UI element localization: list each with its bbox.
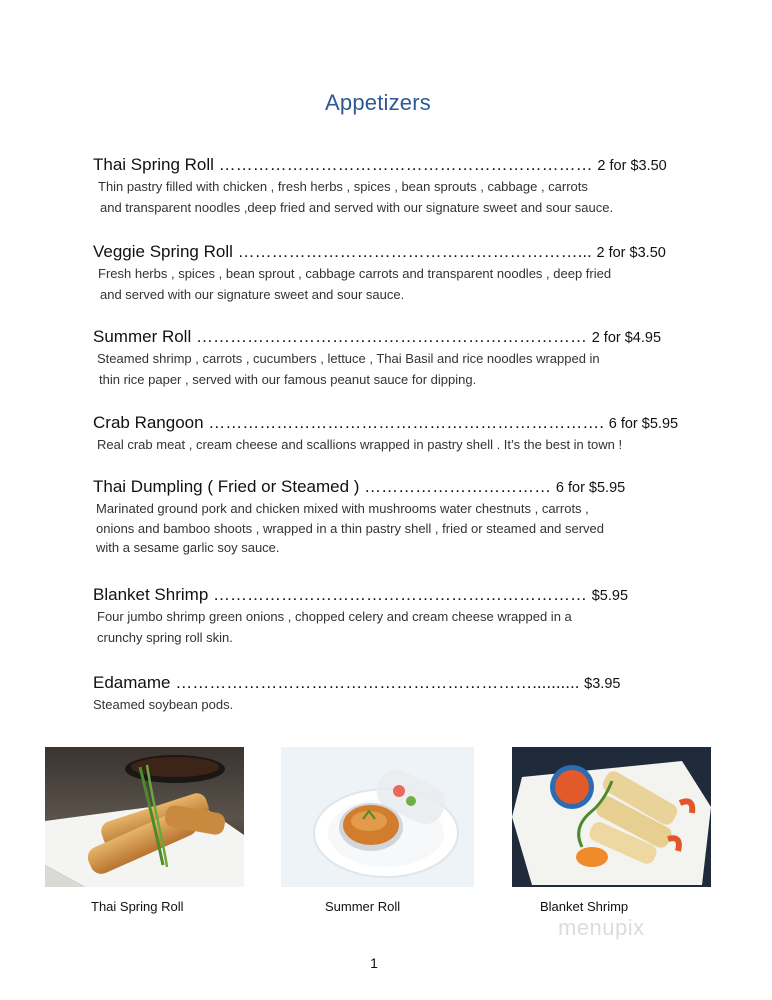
menu-item-header [93,154,693,177]
dot-leader: ……………………………………………………….......... [170,673,585,692]
dot-leader: ………………………………………………………… [208,585,592,604]
dot-leader: …………………………………………………………… [191,327,592,346]
dot-leader: ………………………………………………………… [213,155,598,174]
menu-item-name: Summer Roll [93,327,192,346]
menu-item-name: Thai Spring Roll [93,155,214,174]
menu-item-description [93,607,693,648]
description-line: and transparent noodles ,deep fried and served with our signature sweet and sour sauce. [100,199,614,215]
dot-leader: ……………………………………………………………. [203,413,609,432]
menu-item [93,672,693,716]
description-line: Steamed soybean pods. [93,697,234,712]
description-line: and served with our signature sweet and sour sauce. [100,286,405,302]
dot-leader: ……………………………………………………... [232,242,597,261]
page-title: Appetizers [325,90,431,115]
menu-item-header [93,584,693,607]
menu-item-price: 2 for $4.95 [591,330,662,346]
menu-item [93,326,693,390]
menu-item-price: $3.95 [584,676,621,692]
summer-roll-image [281,747,474,887]
menu-item-header [93,672,693,695]
description-line: onions and bamboo shoots , wrapped in a thin pastry shell , fried or steamed and served [96,520,605,536]
watermark-logo: menupix [558,915,645,940]
menu-item [93,154,693,218]
menu-item-header [93,326,693,349]
menu-item-price: 2 for $3.50 [597,158,667,174]
menu-item-name: Edamame [93,673,171,692]
description-line: Real crab meat , cream cheese and scallions wrapped in pastry shell . It’s the best in town ! [97,437,623,452]
menu-item-header [93,476,693,499]
menu-item [93,412,693,456]
photo-caption: Summer Roll [325,899,401,914]
description-line: Steamed shrimp , carrots , cucumbers , lettuce , Thai Basil and rice noodles wrapped in [97,351,600,366]
thai-spring-roll-image [45,747,244,887]
photo-caption: Blanket Shrimp [540,899,629,914]
description-line: with a sesame garlic soy sauce. [96,540,280,555]
blanket-shrimp-image [512,747,711,887]
blanket-shrimp-photo [512,747,711,887]
dot-leader: …………………………… [359,477,556,496]
photo-caption: Thai Spring Roll [91,899,184,914]
menu-item [93,241,693,305]
description-line: thin rice paper , served with our famous peanut sauce for dipping. [99,371,477,387]
page-number: 1 [370,955,378,971]
menu-item [93,584,693,648]
menu-item-header [93,241,693,264]
menu-item-description [93,435,693,456]
menu-item-header [93,412,693,435]
menu-item-description [93,177,693,218]
menu-item-name: Veggie Spring Roll [93,242,233,261]
menu-item-name: Crab Rangoon [93,413,204,432]
description-line: Thin pastry filled with chicken , fresh herbs , spices , bean sprouts , cabbage , carrots [98,179,588,194]
menu-item-price: 6 for $5.95 [555,480,626,496]
menu-item-name: Thai Dumpling ( Fried or Steamed ) [93,477,360,496]
menu-item-description [93,264,693,305]
description-line: Four jumbo shrimp green onions , chopped celery and cream cheese wrapped in a [97,609,572,624]
menu-item-description [93,499,693,558]
description-line: Marinated ground pork and chicken mixed with mushrooms water chestnuts , carrots , [96,501,589,516]
menu-item-price: 6 for $5.95 [608,416,679,432]
thai-spring-roll-photo [45,747,244,887]
menu-item [93,476,693,558]
menu-item-name: Blanket Shrimp [93,585,209,604]
menu-item-description [93,349,693,390]
menu-item-price: $5.95 [591,588,629,604]
summer-roll-photo [281,747,474,887]
menu-item-price: 2 for $3.50 [596,245,666,261]
description-line: Fresh herbs , spices , bean sprout , cabbage carrots and transparent noodles , deep fried [98,266,612,281]
menu-item-description [93,695,693,716]
description-line: crunchy spring roll skin. [97,629,233,645]
